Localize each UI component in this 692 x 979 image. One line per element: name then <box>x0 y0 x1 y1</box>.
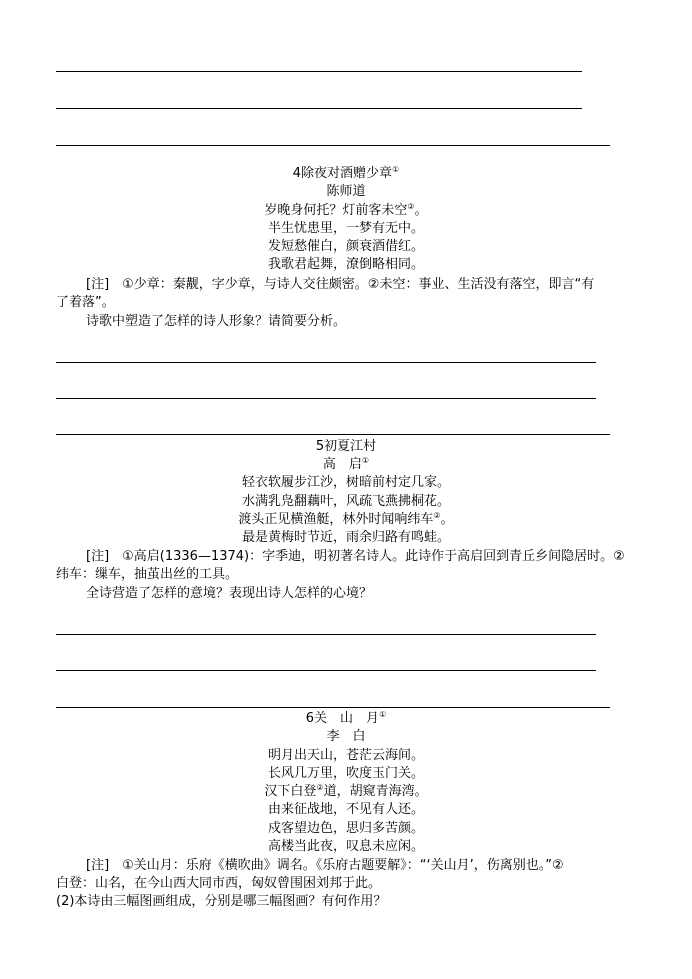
poem-line: 高楼当此夜，叹息未应闲。 <box>267 839 424 854</box>
poem-notes: [注] ①高启(1336—1374)：字季迪，明初著名诗人。此诗作于高启回到青丘乡间隐居时。② <box>86 549 625 564</box>
poem-line: 由来征战地，不见有人还。 <box>267 802 424 817</box>
answer-line <box>56 707 610 708</box>
question-text: (2)本诗由三幅图画组成，分别是哪三幅图画？有何作用？ <box>56 894 387 909</box>
poem-author: 李 白 <box>326 729 366 744</box>
poem-title: 6关 山 月① <box>305 710 387 726</box>
answer-line <box>56 145 610 146</box>
question-text: 全诗营造了怎样的意境？表现出诗人怎样的心境？ <box>86 586 373 601</box>
poem-line: 明月出天山，苍茫云海间。 <box>267 748 424 763</box>
poem-notes: 纬车：缫车，抽茧出丝的工具。 <box>56 567 239 582</box>
poem-notes: 白登：山名，在今山西大同市西，匈奴曾围困刘邦于此。 <box>56 876 382 891</box>
poem-line: 渡头正见横渔艇，林外时闻响纬车②。 <box>238 511 454 527</box>
poem-notes: 了着落”。 <box>56 295 115 310</box>
answer-line <box>56 362 596 363</box>
answer-line <box>56 108 582 109</box>
poem-line: 水满乳凫翻藕叶，风疏飞燕拂桐花。 <box>241 494 450 509</box>
poem-line: 发短愁催白，颜衰酒借红。 <box>267 239 424 254</box>
poem-line: 戍客望边色，思归多苦颜。 <box>267 821 424 836</box>
answer-line <box>56 670 596 671</box>
poem-notes: [注] ①关山月：乐府《横吹曲》调名。《乐府古题要解》：“‘关山月’，伤离别也。”② <box>86 858 564 873</box>
question-text: 诗歌中塑造了怎样的诗人形象？请简要分析。 <box>86 314 347 329</box>
poem-title: 4除夜对酒赠少章① <box>292 165 400 181</box>
poem-notes: [注] ①少章：秦觏，字少章，与诗人交往颇密。②未空：事业、生活没有落空，即言“有 <box>86 277 595 292</box>
answer-line <box>56 71 582 72</box>
poem-author: 高 启① <box>322 456 370 472</box>
answer-line <box>56 634 596 635</box>
poem-line: 最是黄梅时节近，雨余归路有鸣蛙。 <box>241 530 450 545</box>
poem-line: 半生忧患里，一梦有无中。 <box>267 221 424 236</box>
poem-line: 汉下白登②道，胡窥青海湾。 <box>264 783 428 799</box>
poem-author: 陈师道 <box>326 184 366 199</box>
answer-line <box>56 434 610 435</box>
answer-line <box>56 398 596 399</box>
poem-line: 长风几万里，吹度玉门关。 <box>267 766 424 781</box>
poem-line: 轻衣软履步江沙，树暗前村定几家。 <box>241 475 450 490</box>
poem-line: 我歌君起舞，潦倒略相同。 <box>267 257 424 272</box>
poem-title: 5初夏江村 <box>315 439 377 454</box>
poem-line: 岁晚身何托？灯前客未空②。 <box>264 202 428 218</box>
